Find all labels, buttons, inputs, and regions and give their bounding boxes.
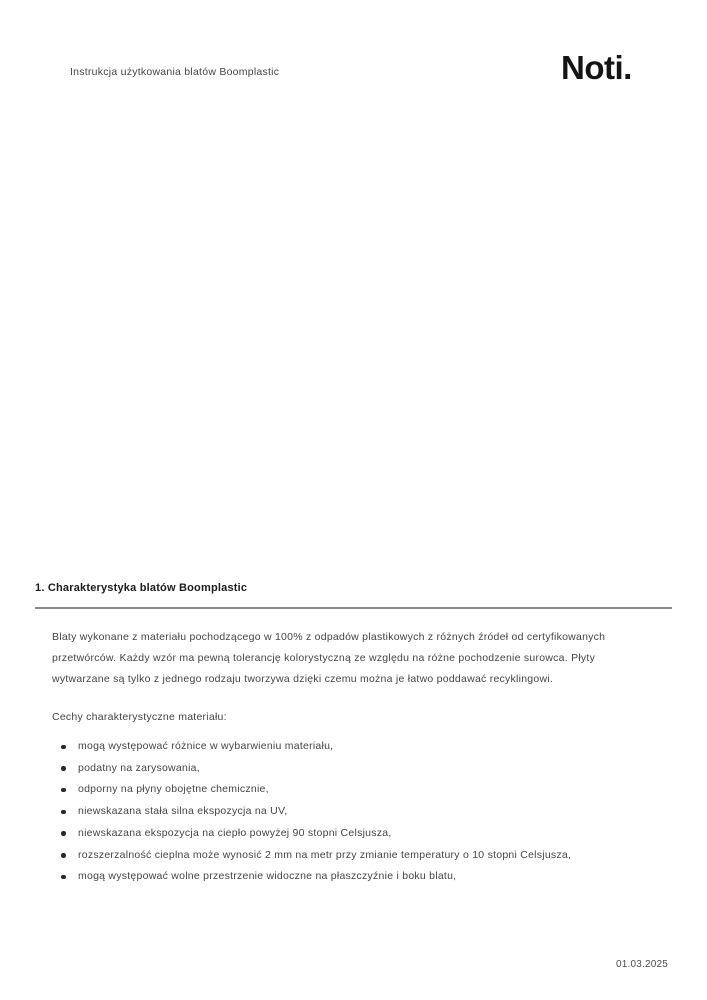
feature-list-item: niewskazana stała silna ekspozycja na UV, [52,801,662,823]
section-paragraph: Blaty wykonane z materiału pochodzącego w 100% z odpadów plastikowych z różnych źródeł od certyfikowanych przetwórców. Każdy wzór ma pewną tolerancję kolorystyczną ze względu na różne pochodzenie surowca. Płyty wytwarzane są tylko z jednego rodzaju tworzywa dzięki czemu można je łatwo poddawać recyklingowi. [52,631,606,685]
feature-list-intro: Cechy charakterystyczne materiału: [52,711,227,723]
feature-list [52,736,662,888]
document-title: Instrukcja użytkowania blatów Boomplastic [70,66,280,78]
section-heading: 1. Charakterystyka blatów Boomplastic [35,582,248,594]
feature-list-item: rozszerzalność cieplna może wynosić 2 mm na metr przy zmianie temperatury o 10 stopni Celsjusza, [52,845,662,867]
feature-list-item: podatny na zarysowania, [52,758,662,780]
feature-list-item: odporny na płyny obojętne chemicznie, [52,779,662,801]
feature-list-item: niewskazana ekspozycja na ciepło powyżej 90 stopni Celsjusza, [52,823,662,845]
noti-logo: Noti. [561,49,632,86]
footer-date: 01.03.2025 [615,959,668,970]
feature-list-item: mogą występować różnice w wybarwieniu materiału, [52,736,662,758]
feature-list-item: mogą występować wolne przestrzenie widoczne na płaszczyźnie i boku blatu, [52,866,662,888]
section-divider [35,607,672,609]
